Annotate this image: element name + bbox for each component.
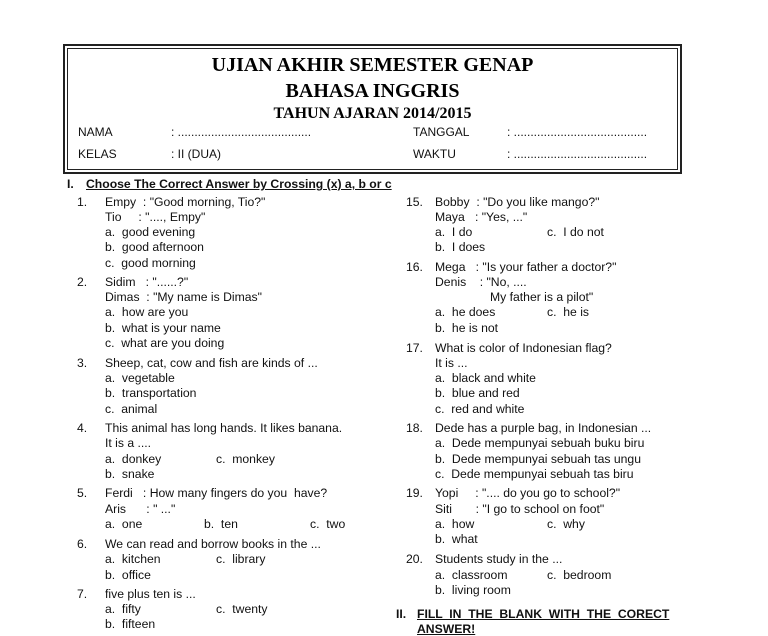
q5-option-a[interactable]: a. one — [105, 517, 143, 531]
q3-option-c[interactable]: c. animal — [105, 402, 158, 416]
q5-line2: Aris : " ..." — [105, 502, 176, 516]
q15-line2: Maya : "Yes, ..." — [435, 210, 528, 224]
q6-option-a[interactable]: a. kitchen — [105, 552, 161, 566]
q5-line1: Ferdi : How many fingers do you have? — [105, 486, 328, 500]
section1-title: Choose The Correct Answer by Crossing (x) a, b or c — [86, 177, 392, 191]
q1-option-b[interactable]: b. good afternoon — [105, 240, 204, 254]
q4-line1: This animal has long hands. It likes banana. — [105, 421, 343, 435]
q7-line1: five plus ten is ... — [105, 587, 196, 601]
kelas-value: : II (DUA) — [171, 147, 221, 161]
q18-line1: Dede has a purple bag, in Indonesian ... — [435, 421, 652, 435]
section2-number: II. — [396, 607, 407, 621]
q17-line2: It is ... — [435, 356, 468, 370]
q18-option-c[interactable]: c. Dede mempunyai sebuah tas biru — [435, 467, 634, 481]
q16-option-c[interactable]: c. he is — [547, 305, 589, 319]
q7-option-c[interactable]: c. twenty — [216, 602, 268, 616]
q5-number: 5. — [77, 486, 88, 500]
q3-line1: Sheep, cat, cow and fish are kinds of ... — [105, 356, 318, 370]
q1-line2: Tio : "...., Empy" — [105, 210, 206, 224]
q15-option-a[interactable]: a. I do — [435, 225, 473, 239]
q20-number: 20. — [406, 552, 423, 566]
q17-option-c[interactable]: c. red and white — [435, 402, 525, 416]
q17-number: 17. — [406, 341, 423, 355]
q15-number: 15. — [406, 195, 423, 209]
q2-option-c[interactable]: c. what are you doing — [105, 336, 225, 350]
q7-option-b[interactable]: b. fifteen — [105, 617, 156, 631]
q2-option-b[interactable]: b. what is your name — [105, 321, 221, 335]
q3-option-a[interactable]: a. vegetable — [105, 371, 175, 385]
tanggal-label: TANGGAL — [413, 125, 470, 139]
q3-number: 3. — [77, 356, 88, 370]
school-year: TAHUN AJARAN 2014/2015 — [273, 105, 472, 122]
subject-title: BAHASA INGGRIS — [285, 80, 460, 102]
q4-option-c[interactable]: c. monkey — [216, 452, 275, 466]
q5-option-c[interactable]: c. two — [310, 517, 346, 531]
q1-line1: Empy : "Good morning, Tio?" — [105, 195, 266, 209]
q1-number: 1. — [77, 195, 88, 209]
q16-line2: Denis : "No, .... — [435, 275, 527, 289]
q15-line1: Bobby : "Do you like mango?" — [435, 195, 600, 209]
q6-number: 6. — [77, 537, 88, 551]
nama-label: NAMA — [78, 125, 113, 139]
q6-option-c[interactable]: c. library — [216, 552, 266, 566]
section2-title-cont: ANSWER! — [417, 622, 476, 636]
q17-line1: What is color of Indonesian flag? — [435, 341, 612, 355]
q17-option-b[interactable]: b. blue and red — [435, 386, 520, 400]
q15-option-b[interactable]: b. I does — [435, 240, 486, 254]
tanggal-field[interactable]: : ........................................ — [507, 125, 648, 139]
q19-line2: Siti : "I go to school on foot" — [435, 502, 605, 516]
q19-number: 19. — [406, 486, 423, 500]
waktu-label: WAKTU — [413, 147, 456, 161]
q1-option-a[interactable]: a. good evening — [105, 225, 196, 239]
q3-option-b[interactable]: b. transportation — [105, 386, 197, 400]
q16-line1: Mega : "Is your father a doctor?" — [435, 260, 617, 274]
section1-number: I. — [67, 177, 74, 191]
exam-title: UJIAN AKHIR SEMESTER GENAP — [211, 54, 534, 76]
q20-option-a[interactable]: a. classroom — [435, 568, 508, 582]
q19-line1: Yopi : ".... do you go to school?" — [435, 486, 621, 500]
q2-line2: Dimas : "My name is Dimas" — [105, 290, 262, 304]
kelas-label: KELAS — [78, 147, 117, 161]
q16-option-a[interactable]: a. he does — [435, 305, 496, 319]
q16-option-b[interactable]: b. he is not — [435, 321, 499, 335]
q7-option-a[interactable]: a. fifty — [105, 602, 141, 616]
q18-option-a[interactable]: a. Dede mempunyai sebuah buku biru — [435, 436, 645, 450]
q18-option-b[interactable]: b. Dede mempunyai sebuah tas ungu — [435, 452, 641, 466]
q5-option-b[interactable]: b. ten — [204, 517, 238, 531]
q17-option-a[interactable]: a. black and white — [435, 371, 536, 385]
q4-option-b[interactable]: b. snake — [105, 467, 155, 481]
nama-field[interactable]: : ........................................ — [171, 125, 312, 139]
q19-option-a[interactable]: a. how — [435, 517, 475, 531]
q20-option-c[interactable]: c. bedroom — [547, 568, 612, 582]
q4-line2: It is a .... — [105, 436, 152, 450]
q4-option-a[interactable]: a. donkey — [105, 452, 162, 466]
q2-number: 2. — [77, 275, 88, 289]
q6-line1: We can read and borrow books in the ... — [105, 537, 321, 551]
section2-title: FILL IN THE BLANK WITH THE CORECT — [417, 607, 670, 621]
q1-option-c[interactable]: c. good morning — [105, 256, 196, 270]
q15-option-c[interactable]: c. I do not — [547, 225, 604, 239]
q7-number: 7. — [77, 587, 88, 601]
q19-option-b[interactable]: b. what — [435, 532, 478, 546]
q4-number: 4. — [77, 421, 88, 435]
q16-number: 16. — [406, 260, 423, 274]
header-box — [63, 44, 682, 174]
q6-option-b[interactable]: b. office — [105, 568, 151, 582]
q2-line1: Sidim : "......?" — [105, 275, 189, 289]
q18-number: 18. — [406, 421, 423, 435]
q16-line3: My father is a pilot" — [490, 290, 594, 304]
q20-line1: Students study in the ... — [435, 552, 563, 566]
waktu-field[interactable]: : ........................................ — [507, 147, 648, 161]
q19-option-c[interactable]: c. why — [547, 517, 585, 531]
q20-option-b[interactable]: b. living room — [435, 583, 511, 597]
q2-option-a[interactable]: a. how are you — [105, 305, 189, 319]
